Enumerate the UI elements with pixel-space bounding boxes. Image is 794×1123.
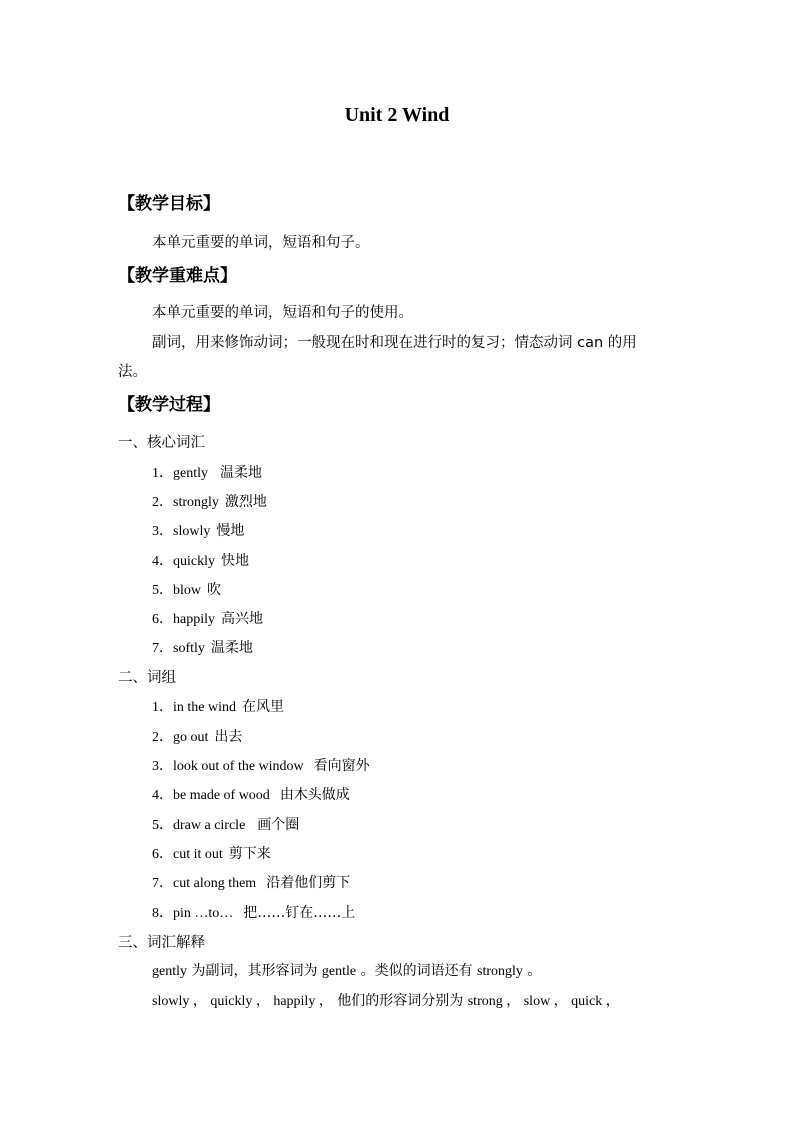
- phrase-zh: 画个圈: [257, 817, 300, 833]
- explain-heading: 三、词汇解释: [118, 935, 205, 951]
- phrase-num: 7．: [152, 876, 173, 891]
- phrase-item: [152, 784, 350, 804]
- phrase-item: [152, 755, 370, 775]
- vocab-item: [152, 491, 267, 511]
- phrase-zh: 看向窗外: [313, 758, 370, 774]
- vocab-item: [152, 462, 262, 482]
- vocab-item: [152, 520, 244, 540]
- phrase-zh: 把……钉在……上: [243, 905, 356, 921]
- vocab-num: 1．: [152, 466, 173, 481]
- explain-line-2: [152, 990, 620, 1010]
- vocab-item: [152, 579, 221, 599]
- phrase-item: [152, 814, 299, 834]
- vocab-heading: 一、核心词汇: [118, 435, 205, 451]
- explain-word: gently: [152, 964, 187, 979]
- phrase-item: [152, 843, 271, 863]
- vocab-en: gently: [173, 466, 208, 481]
- vocab-zh: 吹: [207, 582, 221, 598]
- vocab-item: [152, 637, 253, 657]
- explain-text: 。: [522, 963, 542, 979]
- phrase-en: go out: [173, 730, 209, 745]
- explain-word: strongly: [477, 964, 523, 979]
- page-title: Unit 2 Wind: [344, 104, 450, 126]
- vocab-num: 5．: [152, 583, 173, 598]
- phrase-en: cut along them: [173, 876, 257, 891]
- key-points-text-1: 本单元重要的单词，短语和句子的使用。: [152, 305, 413, 321]
- vocab-en: softly: [173, 641, 205, 656]
- phrase-en: pin …to…: [173, 906, 234, 921]
- explain-text: 他们的形容词分别为: [332, 993, 468, 1009]
- phrase-zh: 沿着他们剪下: [266, 875, 351, 891]
- phrase-en: be made of wood: [173, 788, 270, 803]
- key-points-text-2-line-1: 副词，用来修饰动词；一般现在时和现在进行时的复习；情态动词 can 的用: [152, 335, 637, 351]
- vocab-zh: 高兴地: [221, 611, 263, 627]
- vocab-num: 6．: [152, 612, 173, 627]
- phrase-num: 3．: [152, 759, 173, 774]
- phrase-item: [152, 696, 284, 716]
- vocab-en: slowly: [173, 524, 211, 539]
- key-points-text-2-line-2: 法。: [118, 364, 147, 380]
- vocab-num: 7．: [152, 641, 173, 656]
- phrase-zh: 在风里: [242, 699, 284, 715]
- phrase-num: 2．: [152, 730, 173, 745]
- vocab-zh: 慢地: [216, 523, 245, 539]
- vocab-en: strongly: [173, 495, 219, 510]
- phrase-num: 5．: [152, 818, 173, 833]
- explain-text: 。类似的词语还有: [356, 963, 478, 979]
- phrase-en: look out of the window: [173, 759, 304, 774]
- vocab-en: happily: [173, 612, 215, 627]
- explain-text: 为副词，其形容词为: [187, 963, 322, 979]
- phrase-num: 4．: [152, 788, 173, 803]
- phrase-zh: 剪下来: [228, 846, 271, 862]
- vocab-item: [152, 550, 249, 570]
- goals-text: 本单元重要的单词，短语和句子。: [152, 235, 370, 251]
- vocab-en: quickly: [173, 554, 215, 569]
- explain-word: strong ， slow ， quick ，: [467, 994, 620, 1009]
- phrase-num: 6．: [152, 847, 173, 862]
- phrase-item: [152, 872, 350, 892]
- process-heading: 【教学过程】: [118, 395, 220, 415]
- vocab-num: 3．: [152, 524, 173, 539]
- explain-line-1: [152, 960, 541, 980]
- phrase-zh: 由木头做成: [279, 787, 350, 803]
- phrase-en: draw a circle: [173, 818, 246, 833]
- phrase-num: 1．: [152, 700, 173, 715]
- vocab-item: [152, 608, 263, 628]
- vocab-zh: 温柔地: [210, 640, 253, 656]
- phrase-item: [152, 726, 242, 746]
- phrase-num: 8．: [152, 906, 173, 921]
- phrases-heading: 二、词组: [118, 670, 176, 686]
- vocab-zh: 温柔地: [220, 465, 262, 481]
- phrase-en: cut it out: [173, 847, 223, 862]
- vocab-zh: 快地: [221, 553, 249, 569]
- phrase-en: in the wind: [173, 700, 236, 715]
- vocab-en: blow: [173, 583, 201, 598]
- phrase-zh: 出去: [214, 729, 243, 745]
- vocab-num: 2．: [152, 495, 173, 510]
- explain-word: gentle: [321, 964, 357, 979]
- explain-word: slowly ， quickly ， happily ，: [152, 994, 333, 1009]
- vocab-zh: 激烈地: [224, 494, 267, 510]
- phrase-item: [152, 902, 355, 922]
- goals-heading: 【教学目标】: [118, 194, 220, 214]
- vocab-num: 4．: [152, 554, 173, 569]
- key-points-heading: 【教学重难点】: [118, 266, 237, 286]
